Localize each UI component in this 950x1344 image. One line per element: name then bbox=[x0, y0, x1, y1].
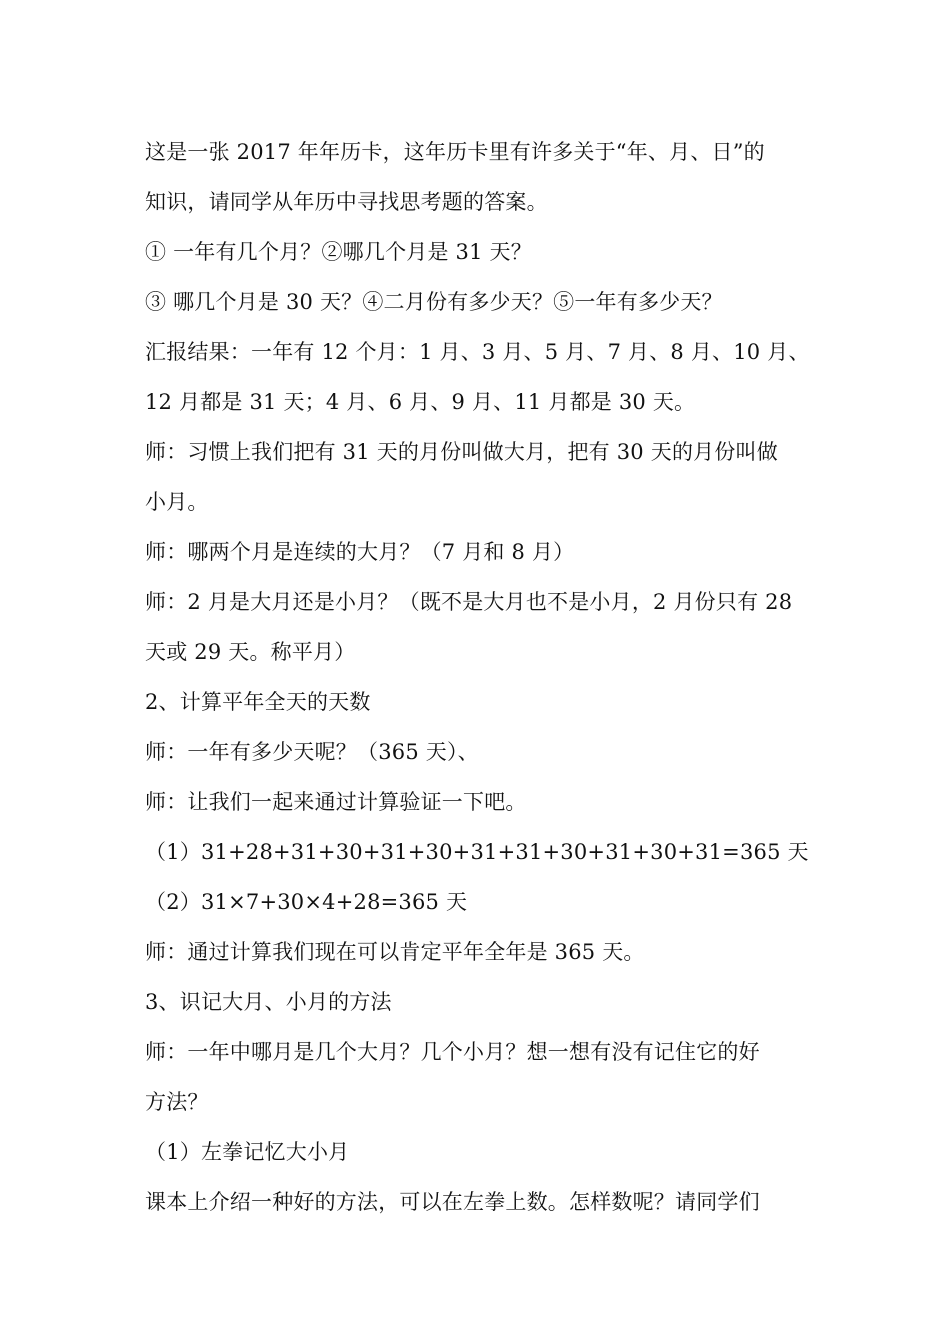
question-line: ① 一年有几个月？②哪几个月是 31 天？ bbox=[145, 240, 532, 264]
teacher-line: 师：通过计算我们现在可以肯定平年全年是 365 天。 bbox=[145, 940, 645, 964]
result-line: 汇报结果：一年有 12 个月：1 月、3 月、5 月、7 月、8 月、10 月、 bbox=[145, 340, 810, 364]
result-line: 12 月都是 31 天；4 月、6 月、9 月、11 月都是 30 天。 bbox=[145, 390, 696, 414]
section-heading: 3、识记大月、小月的方法 bbox=[145, 990, 392, 1014]
teacher-line: 师：哪两个月是连续的大月？（7 月和 8 月） bbox=[145, 540, 575, 564]
section-heading: 2、计算平年全天的天数 bbox=[145, 690, 371, 714]
teacher-line: 师：一年中哪月是几个大月？几个小月？想一想有没有记住它的好 bbox=[145, 1040, 760, 1064]
teacher-line: 方法？ bbox=[145, 1090, 209, 1114]
paragraph-line: 这是一张 2017 年年历卡，这年历卡里有许多关于“年、月、日”的 bbox=[145, 140, 765, 164]
paragraph-line: 课本上介绍一种好的方法，可以在左拳上数。怎样数呢？请同学们 bbox=[145, 1190, 760, 1214]
paragraph-line: 知识，请同学从年历中寻找思考题的答案。 bbox=[145, 190, 548, 214]
teacher-line: 师：让我们一起来通过计算验证一下吧。 bbox=[145, 790, 527, 814]
calculation-line: （2）31×7+30×4+28=365 天 bbox=[145, 890, 468, 914]
teacher-line: 小月。 bbox=[145, 490, 209, 514]
teacher-line: 师：2 月是大月还是小月？（既不是大月也不是小月，2 月份只有 28 bbox=[145, 590, 793, 614]
teacher-line: 师：习惯上我们把有 31 天的月份叫做大月，把有 30 天的月份叫做 bbox=[145, 440, 778, 464]
teacher-line: 天或 29 天。称平月） bbox=[145, 640, 356, 664]
subheading: （1）左拳记忆大小月 bbox=[145, 1140, 350, 1164]
calculation-line: （1）31+28+31+30+31+30+31+31+30+31+30+31=365 天 bbox=[145, 840, 809, 864]
question-line: ③ 哪几个月是 30 天？④二月份有多少天？⑤一年有多少天？ bbox=[145, 290, 723, 314]
teacher-line: 师：一年有多少天呢？（365 天）、 bbox=[145, 740, 479, 764]
